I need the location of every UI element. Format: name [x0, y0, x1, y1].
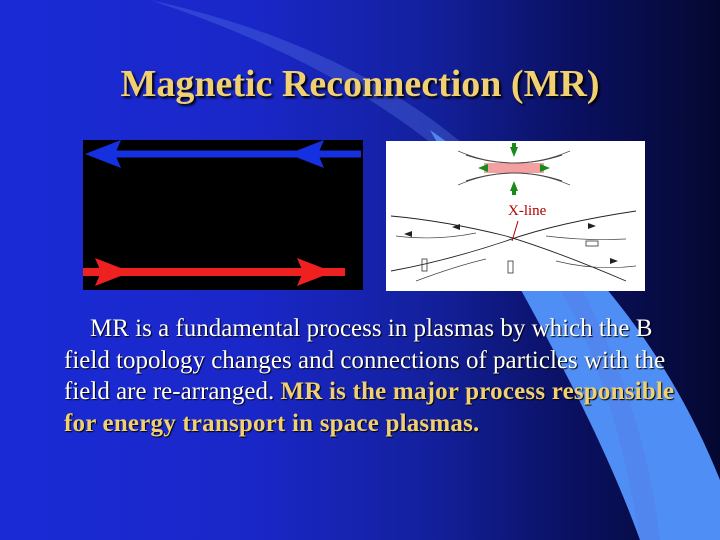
- x-line-label: X-line: [508, 203, 547, 219]
- slide-body: [64, 313, 694, 439]
- field-lines-figure: [83, 140, 363, 290]
- body-plain-text: MR is a fundamental process in plasmas by which the B field topology changes and connections of particles with the field are re-arranged.: [64, 315, 666, 405]
- antiparallel-field-arrows: [83, 140, 363, 290]
- slide-title: Magnetic Reconnection (MR): [120, 63, 600, 105]
- body-highlight-text: MR is the major process responsible for energy transport in space plasmas.: [64, 378, 675, 437]
